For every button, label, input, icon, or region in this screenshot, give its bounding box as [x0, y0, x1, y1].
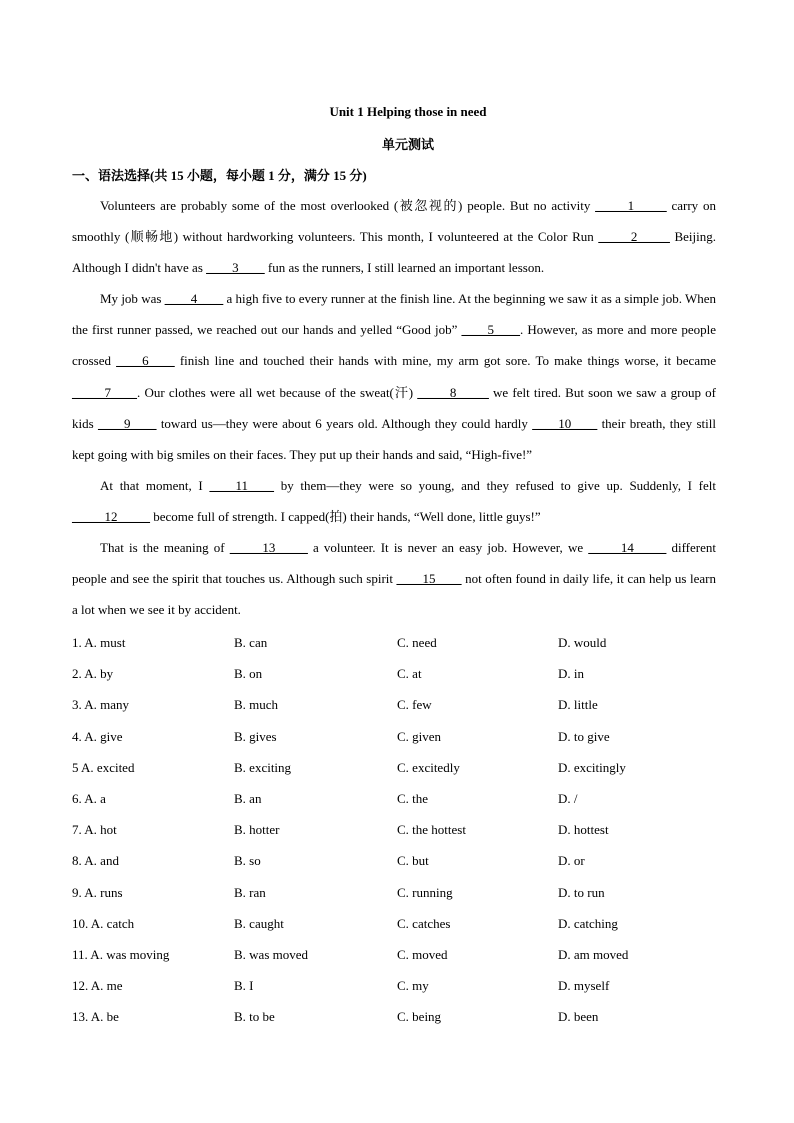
- option-b: B. exciting: [234, 759, 292, 775]
- option-c: C. my: [397, 978, 429, 994]
- option-c: C. moved: [397, 946, 448, 962]
- option-b: B. I: [234, 978, 254, 994]
- option-d: D. /: [558, 790, 578, 806]
- option-a: 11. A. was moving: [72, 946, 170, 962]
- option-d: D. would: [558, 635, 607, 650]
- question-row: [72, 976, 732, 1007]
- page-subtitle: 单元测试: [381, 137, 434, 152]
- passage: [72, 190, 716, 625]
- question-row: [72, 820, 732, 851]
- passage-text: . However, as more and more people crossed: [72, 322, 716, 369]
- option-c: C. catches: [397, 915, 451, 931]
- option-d: D. to give: [558, 728, 610, 744]
- option-d: D. little: [558, 697, 598, 713]
- option-c: C. being: [397, 1009, 442, 1025]
- option-c: C. excitedly: [397, 759, 460, 775]
- blank-12: _____12_____: [72, 508, 150, 524]
- blank-5: ____5____: [461, 322, 521, 338]
- question-row: [72, 695, 732, 726]
- blank-3: ____3____: [206, 260, 265, 276]
- option-c: C. need: [397, 635, 437, 650]
- option-a: 13. A. be: [72, 1009, 119, 1025]
- option-b: B. much: [234, 697, 279, 713]
- paragraph-2: [72, 283, 716, 470]
- option-c: C. given: [397, 728, 442, 744]
- blank-4: ____4____: [164, 291, 224, 307]
- question-row: [72, 633, 732, 664]
- question-row: [72, 789, 732, 820]
- option-d: D. catching: [558, 915, 618, 931]
- section-heading: 一、语法选择(共 15 小题，每小题 1 分，满分 15 分): [72, 168, 367, 183]
- question-row: [72, 664, 732, 695]
- passage-text: finish line and touched their hands with mine, my arm got sore. To make things worse, it became: [174, 353, 716, 369]
- option-a: 1. A. must: [72, 635, 126, 650]
- option-d: D. been: [558, 1009, 599, 1025]
- option-a: 8. A. and: [72, 853, 119, 869]
- passage-text: At that moment, I: [100, 477, 210, 493]
- passage-text: not often found in daily life, it can help us learn a lot when we see it by accident.: [72, 571, 717, 618]
- option-c: C. few: [397, 697, 432, 713]
- option-b: B. so: [234, 853, 261, 869]
- option-d: D. excitingly: [558, 759, 626, 775]
- blank-10: ____10____: [532, 415, 598, 431]
- question-row: [72, 945, 732, 976]
- passage-text: . Our clothes were all wet because of the sweat(汗): [137, 384, 418, 400]
- option-c: C. at: [397, 666, 422, 682]
- paragraph-3: [72, 470, 716, 532]
- option-a: 7. A. hot: [72, 822, 117, 838]
- option-d: D. or: [558, 853, 585, 869]
- option-b: B. can: [234, 635, 268, 650]
- passage-text: My job was: [100, 291, 165, 307]
- option-a: 4. A. give: [72, 728, 123, 744]
- option-d: D. am moved: [558, 946, 629, 962]
- option-a: 3. A. many: [72, 697, 130, 713]
- option-c: C. but: [397, 853, 429, 869]
- option-a: 12. A. me: [72, 978, 123, 994]
- option-b: B. an: [234, 790, 262, 806]
- passage-text: carry on smoothly (顺畅地) without hardworking volunteers. This month, I volunteered at the Color Run: [72, 198, 716, 245]
- question-row: [72, 883, 732, 914]
- passage-text: toward us—they were about 6 years old. Although they could hardly: [156, 415, 533, 431]
- option-b: B. on: [234, 666, 263, 682]
- option-d: D. hottest: [558, 822, 609, 838]
- passage-text: different people and see the spirit that touches us. Although such spirit: [72, 540, 716, 587]
- option-c: C. running: [397, 884, 453, 900]
- option-d: D. in: [558, 666, 584, 682]
- passage-text: Beijing. Although I didn't have as: [72, 229, 716, 276]
- blank-14: _____14_____: [588, 540, 667, 556]
- option-d: D. myself: [558, 978, 610, 994]
- option-c: C. the hottest: [397, 822, 466, 838]
- blank-2: _____2_____: [598, 229, 670, 245]
- passage-text: a volunteer. It is never an easy job. However, we: [307, 540, 589, 556]
- passage-text: a high five to every runner at the finish line. At the beginning we saw it as a simple job. When the first runner passed, we reached out our hands and yelled “Good job”: [72, 291, 717, 338]
- option-d: D. to run: [558, 884, 605, 900]
- passage-text: That is the meaning of: [100, 540, 230, 556]
- question-options: [72, 633, 732, 1038]
- blank-13: _____13_____: [229, 540, 308, 556]
- option-a: 10. A. catch: [72, 915, 135, 931]
- option-b: B. to be: [234, 1009, 275, 1025]
- question-row: [72, 1007, 732, 1038]
- question-row: [72, 851, 732, 882]
- paragraph-1: [72, 190, 716, 283]
- option-a: 5 A. excited: [72, 759, 135, 775]
- option-b: B. gives: [234, 728, 277, 744]
- passage-text: Volunteers are probably some of the most overlooked (被忽视的) people. But no activity: [100, 198, 596, 213]
- question-row: [72, 914, 732, 945]
- passage-text: by them—they were so young, and they refused to give up. Suddenly, I felt: [274, 477, 716, 493]
- option-c: C. the: [397, 790, 429, 806]
- blank-7: _____7____: [72, 384, 137, 400]
- blank-6: ____6____: [116, 353, 175, 369]
- blank-8: _____8_____: [417, 384, 489, 400]
- option-b: B. hotter: [234, 822, 280, 838]
- passage-text: fun as the runners, I still learned an important lesson.: [264, 260, 545, 276]
- blank-11: ____11____: [209, 477, 274, 493]
- blank-1: _____1_____: [595, 198, 667, 213]
- question-row: [72, 727, 732, 758]
- blank-9: ____9____: [98, 415, 157, 431]
- page-title: Unit 1 Helping those in need: [329, 104, 487, 119]
- passage-text: we felt tired. But soon we saw a group of kids: [72, 384, 717, 431]
- passage-text: become full of strength. I capped(拍) their hands, “Well done, little guys!”: [150, 508, 541, 524]
- question-row: [72, 758, 732, 789]
- blank-15: ____15____: [396, 571, 462, 587]
- paragraph-4: [72, 532, 716, 625]
- option-a: 6. A. a: [72, 790, 106, 806]
- option-b: B. was moved: [234, 946, 309, 962]
- option-a: 9. A. runs: [72, 884, 123, 900]
- option-b: B. ran: [234, 884, 266, 900]
- option-b: B. caught: [234, 915, 284, 931]
- passage-text: their breath, they still kept going with big smiles on their faces. They put up their hands and said, “High-five!”: [72, 415, 716, 462]
- option-a: 2. A. by: [72, 666, 114, 682]
